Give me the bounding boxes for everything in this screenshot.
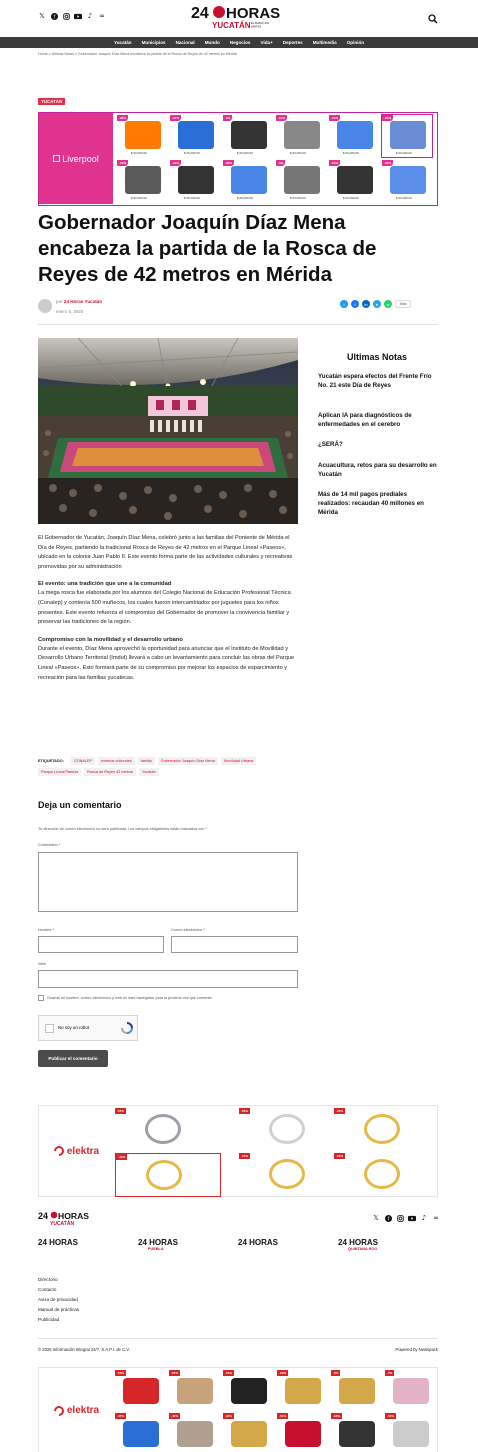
copyright: © 2025 Información Integral 24/7, S.A.P.I. de C.V. <box>38 1347 130 1352</box>
discount-tag: -20% <box>119 116 127 120</box>
product-price: $ 00,000.00 <box>396 151 412 155</box>
social-links <box>38 12 106 20</box>
network-site-sub: QUINTANA ROO <box>348 1247 378 1251</box>
footer-social-links <box>372 1214 440 1222</box>
sidebar-news-link[interactable]: Aplican IA para diagnósticos de enfermedades en el cerebro <box>318 412 412 428</box>
facebook-share-icon[interactable]: f <box>351 300 359 308</box>
author-avatar <box>38 299 52 313</box>
svg-text:HORAS: HORAS <box>226 5 281 22</box>
web-field[interactable] <box>38 970 298 988</box>
paragraph: La mega rosca fue elaborada por los alumnos del Colegio Nacional de Educación Profesional Técnica (Conalep) y contenía 500 muñecos, los cuales fueron intercambiados por juguetes para los niños presentes. Este evento refuerza el compromiso del Gobernador de promover la convivencia familiar y preservar las tradiciones de la región. <box>38 590 291 626</box>
network-site-name: 24 HORAS <box>238 1238 279 1247</box>
product-image <box>339 1378 375 1404</box>
store-icon <box>53 155 60 162</box>
product-image <box>146 1160 182 1190</box>
ad-product-tile[interactable] <box>117 115 167 157</box>
discount-tag: -10% <box>278 116 286 120</box>
svg-text:EL DIARIO SIN: EL DIARIO SIN <box>251 22 269 25</box>
share-buttons <box>340 300 411 308</box>
product-image <box>285 1421 321 1447</box>
discount-tag: -20% <box>225 161 233 165</box>
product-image <box>390 121 426 149</box>
ad-product-tile[interactable] <box>334 1153 396 1197</box>
product-image <box>123 1378 159 1404</box>
svg-text:HORAS: HORAS <box>58 1211 90 1221</box>
network-site-name: 24 HORAS <box>138 1238 179 1247</box>
footer-link[interactable]: Publicidad <box>38 1317 60 1322</box>
product-image <box>178 166 214 194</box>
elektra-logo <box>39 1106 114 1196</box>
ad-product-tile[interactable] <box>115 1153 221 1197</box>
nav-item[interactable]: Mundo <box>204 40 220 45</box>
product-image <box>125 121 161 149</box>
nav-item[interactable]: Nacional <box>175 40 195 45</box>
discount-tag: -15% <box>225 1371 233 1375</box>
svg-text:f: f <box>387 1216 389 1222</box>
discount-tag: -47% <box>117 1414 125 1418</box>
x-icon[interactable]: 𝕏 <box>373 1214 379 1222</box>
ad-product-tile[interactable] <box>169 1413 221 1452</box>
recaptcha-checkbox[interactable] <box>45 1024 54 1033</box>
ad-product-tile[interactable] <box>223 115 273 157</box>
nav-item[interactable]: Vida+ <box>260 40 273 45</box>
category-badge[interactable]: YUCATÁN <box>38 98 65 105</box>
ad-product-tile[interactable] <box>223 1370 275 1410</box>
product-image <box>284 166 320 194</box>
product-image <box>145 1114 181 1144</box>
link-icon[interactable]: ∞ <box>99 12 105 20</box>
save-info-checkbox[interactable] <box>38 995 44 1001</box>
author-link[interactable]: 24 Horas Yucatán <box>63 299 103 304</box>
instagram-icon[interactable] <box>62 12 70 20</box>
product-image <box>231 1378 267 1404</box>
x-icon[interactable]: 𝕏 <box>39 12 45 20</box>
ad-product-tile[interactable] <box>117 160 167 202</box>
comment-label: Comentario * <box>38 843 61 847</box>
discount-tag: -10% <box>384 116 392 120</box>
ad-brand: Liverpool <box>62 153 99 164</box>
network-site-logo[interactable] <box>38 1238 98 1254</box>
save-info-label: Guarda mi nombre, correo electrónico y web en este navegador para la próxima vez que comente. <box>47 996 213 1000</box>
product-image <box>364 1159 400 1189</box>
ad-product-tile[interactable] <box>169 1370 221 1410</box>
ad-product-tile[interactable] <box>331 1370 383 1410</box>
footer-link[interactable]: Aviso de privacidad <box>38 1297 78 1302</box>
ad-product-tile[interactable] <box>170 115 220 157</box>
liverpool-ad-banner[interactable] <box>38 112 438 206</box>
ad-product-tile[interactable] <box>115 1108 177 1152</box>
discount-tag: -50% <box>387 1414 395 1418</box>
discount-tag: -10% <box>384 161 392 165</box>
ad-brand: elektra <box>66 1405 100 1416</box>
discount-tag: -5% <box>225 116 231 120</box>
logo-sub: YUCATÁN <box>212 21 251 30</box>
discount-tag: -10% <box>225 1414 233 1418</box>
product-price: $ 00,000.00 <box>131 196 147 200</box>
discount-tag: -53% <box>241 1109 249 1113</box>
sidebar-news-link[interactable]: Yucatán espera efectos del Frente Frío No. 21 este Día de Reyes <box>318 373 432 389</box>
nav-item[interactable]: Opinión <box>346 40 365 45</box>
product-image <box>337 121 373 149</box>
elektra-mark-icon <box>54 1146 64 1156</box>
discount-tag: -15% <box>119 161 127 165</box>
linkedin-share-icon[interactable]: in <box>362 300 370 308</box>
discount-tag: -15% <box>241 1154 249 1158</box>
discount-tag: -6% <box>278 161 284 165</box>
product-image <box>177 1421 213 1447</box>
discount-tag: -54% <box>279 1414 287 1418</box>
discount-tag: -10% <box>172 161 180 165</box>
network-site-name: 24 HORAS <box>338 1238 379 1247</box>
divider <box>38 1338 438 1339</box>
nav-item[interactable]: Yucatán <box>113 40 132 45</box>
ad-product-tile[interactable] <box>385 1370 437 1410</box>
product-image <box>123 1421 159 1447</box>
comment-textarea[interactable] <box>38 852 298 912</box>
name-field[interactable] <box>38 936 164 953</box>
discount-tag: -18% <box>333 1414 341 1418</box>
breadcrumb[interactable]: Home » Últimas Notas » Gobernador Joaquín Díaz Mena encabeza la partida de la Rosca de Reyes de 42 metros en Mérida <box>38 52 237 56</box>
network-site-logo[interactable] <box>338 1238 398 1254</box>
ad-product-tile[interactable] <box>239 1153 301 1197</box>
twitter-share-icon[interactable]: t <box>340 300 348 308</box>
youtube-icon[interactable] <box>74 12 82 20</box>
web-label: Web <box>38 962 46 966</box>
tag-link[interactable]: familia <box>138 757 155 765</box>
product-price: $ 00,000.00 <box>184 151 200 155</box>
submit-comment-button[interactable]: Publicar el comentario <box>38 1050 108 1067</box>
nav-item[interactable]: Multimedia <box>312 40 337 45</box>
product-price: $ 00,000.00 <box>396 196 412 200</box>
product-image <box>339 1421 375 1447</box>
site-header <box>0 0 478 37</box>
youtube-icon[interactable] <box>408 1214 416 1222</box>
recaptcha-widget <box>38 1015 138 1041</box>
network-site-logo[interactable] <box>138 1238 198 1254</box>
paragraph: El Gobernador de Yucatán, Joaquín Díaz Mena, celebró junto a las familias del Poniente de Mérida el Día de Reyes, partiendo la tradicional Rosca de Reyes de 42 metros en el Parque Lineal «Paseos», ubicado en la colonia Juan Pablo II. Este evento forma parte de las actividades culturales y recreativas promovidas por su administración <box>38 535 293 570</box>
tag-link[interactable]: Yucatán <box>139 768 159 776</box>
recaptcha-icon <box>121 1021 133 1033</box>
comment-heading: Deja un comentario <box>38 800 122 810</box>
recaptcha-label: No soy un robot <box>58 1025 89 1030</box>
nav-item[interactable]: Deportes <box>282 40 303 45</box>
site-logo[interactable] <box>190 3 286 31</box>
tags-label: ETIQUETADO: <box>38 759 64 763</box>
discount-tag: -15% <box>331 161 339 165</box>
divider <box>38 324 438 325</box>
discount-tag: -15% <box>117 1371 125 1375</box>
discount-tag: -15% <box>331 116 339 120</box>
svg-text:24: 24 <box>38 1211 49 1221</box>
facebook-icon[interactable] <box>50 12 58 20</box>
publish-date: enero 5, 2025 <box>56 309 84 314</box>
ad-product-tile[interactable] <box>223 160 273 202</box>
footer-logo[interactable] <box>38 1210 94 1228</box>
product-image <box>269 1114 305 1144</box>
tag-link[interactable]: Rosca de Reyes 42 metros <box>84 768 136 776</box>
ad-product-tile[interactable] <box>334 1108 396 1152</box>
footer-link[interactable]: Directorio <box>38 1277 58 1282</box>
product-price: $ 00,000.00 <box>343 151 359 155</box>
svg-text:24: 24 <box>191 5 209 22</box>
telegram-share-icon[interactable]: ➤ <box>373 300 381 308</box>
footer-links <box>38 1275 79 1325</box>
product-image <box>178 121 214 149</box>
ad-product-tile[interactable] <box>382 160 432 202</box>
product-price: $ 00,000.00 <box>184 196 200 200</box>
ad-product-tile[interactable] <box>329 115 379 157</box>
article-photo <box>38 338 298 524</box>
discount-tag: -12% <box>172 116 180 120</box>
ad-product-tile[interactable] <box>115 1370 167 1410</box>
product-image <box>125 166 161 194</box>
discount-tag: -15% <box>336 1109 344 1113</box>
product-price: $ 00,000.00 <box>131 151 147 155</box>
footer-link[interactable]: Manual de prácticas <box>38 1307 80 1312</box>
name-label: Nombre * <box>38 928 55 932</box>
search-icon[interactable] <box>428 11 438 21</box>
discount-tag: -67% <box>171 1371 179 1375</box>
product-price: $ 00,000.00 <box>290 196 306 200</box>
subheading: El evento: una tradición que une a la comunidad <box>38 581 172 588</box>
sidebar-news-link[interactable]: ¿SERÁ? <box>318 441 343 448</box>
product-image <box>231 1421 267 1447</box>
discount-tag: -15% <box>336 1154 344 1158</box>
elektra-logo <box>39 1368 114 1452</box>
network-site-logo[interactable] <box>238 1238 298 1254</box>
elektra-ad-banner-bottom[interactable] <box>38 1367 438 1452</box>
product-image <box>393 1378 429 1404</box>
article-title: Gobernador Joaquín Díaz Mena encabeza la partida de la Rosca de Reyes de 42 metros en Mérida <box>38 211 377 286</box>
svg-text:f: f <box>53 14 55 20</box>
tag-link[interactable]: CONALEP <box>71 757 95 765</box>
byline <box>56 299 102 304</box>
product-price: $ 00,000.00 <box>237 196 253 200</box>
ad-product-tile[interactable] <box>223 1413 275 1452</box>
product-image <box>393 1421 429 1447</box>
discount-tag: -5% <box>333 1371 339 1375</box>
product-image <box>364 1114 400 1144</box>
nav-item[interactable]: Negocios <box>229 40 251 45</box>
email-field[interactable] <box>171 936 298 953</box>
footer-link[interactable]: Contacto <box>38 1287 57 1292</box>
whatsapp-share-icon[interactable]: w <box>384 300 392 308</box>
product-image <box>269 1159 305 1189</box>
discount-tag: -7% <box>387 1371 393 1375</box>
tag-list <box>38 757 298 776</box>
main-nav <box>0 37 478 48</box>
tag-link[interactable]: Movilidad Urbana <box>221 757 257 765</box>
ad-product-tile[interactable] <box>276 160 326 202</box>
tag-link[interactable]: Gobernador Joaquín Díaz Mena <box>158 757 218 765</box>
ad-product-tile[interactable] <box>329 160 379 202</box>
facebook-icon[interactable] <box>384 1214 392 1222</box>
article-body <box>38 534 298 691</box>
byline-prefix: por <box>56 299 63 304</box>
nav-item[interactable]: Municipios <box>141 40 166 45</box>
footer-logo-sub: YUCATÁN <box>50 1221 75 1226</box>
ad-product-tile[interactable] <box>382 115 432 157</box>
paragraph: Durante el evento, Díaz Mena aprovechó la oportunidad para anunciar que el Instituto de Movilidad y Desarrollo Urbano Territorial (Imdut) llevará a cabo un levantamiento para concluir las obras del Parque Lineal «Paseos». Esto formará parte de su compromiso por mejorar los espacios de esparcimiento y recreación para las familias yucatecas. <box>38 645 295 681</box>
product-image <box>284 121 320 149</box>
ad-product-tile[interactable] <box>277 1370 329 1410</box>
product-image <box>337 166 373 194</box>
sidebar-news-link[interactable]: Más de 14 mil pagos prediales realizados: recaudan 40 millones en Mérida <box>318 491 424 516</box>
sidebar-heading: Ultimas Notas <box>346 352 408 362</box>
ad-product-tile[interactable] <box>170 160 220 202</box>
elektra-mark-icon <box>54 1406 64 1416</box>
network-site-sub: PUEBLA <box>148 1247 164 1251</box>
ad-product-tile[interactable] <box>385 1413 437 1452</box>
ad-product-tile[interactable] <box>276 115 326 157</box>
product-image <box>231 121 267 149</box>
tiktok-icon[interactable]: ♪ <box>421 1214 427 1222</box>
product-image <box>390 166 426 194</box>
network-site-name: 24 HORAS <box>38 1238 79 1247</box>
product-image <box>231 166 267 194</box>
comment-notice: Tu dirección de correo electrónico no será publicada. Los campos obligatorios están marcados con * <box>38 827 207 831</box>
discount-tag: -40% <box>118 1155 126 1159</box>
svg-text:LÍMITES: LÍMITES <box>251 25 262 29</box>
product-image <box>285 1378 321 1404</box>
subheading: Compromiso con la movilidad y el desarrollo urbano <box>38 636 183 643</box>
ad-product-tile[interactable] <box>239 1108 301 1152</box>
tiktok-icon[interactable]: ♪ <box>87 12 93 20</box>
link-icon[interactable]: ∞ <box>433 1214 439 1222</box>
product-price: $ 00,000.00 <box>237 151 253 155</box>
sidebar-news-link[interactable]: Acuacultura, retos para su desarrollo en Yucatán <box>318 462 437 478</box>
liverpool-logo <box>39 113 113 204</box>
share-more-button[interactable]: Más <box>395 300 411 308</box>
powered-by-link[interactable]: Powered by Newspack <box>395 1347 438 1352</box>
ad-product-tile[interactable] <box>331 1413 383 1452</box>
instagram-icon[interactable] <box>396 1214 404 1222</box>
product-image <box>177 1378 213 1404</box>
ad-product-tile[interactable] <box>115 1413 167 1452</box>
product-price: $ 00,000.00 <box>290 151 306 155</box>
discount-tag: -29% <box>279 1371 287 1375</box>
discount-tag: -40% <box>171 1414 179 1418</box>
ad-product-tile[interactable] <box>277 1413 329 1452</box>
ad-brand: elektra <box>66 1145 100 1157</box>
email-label: Correo electrónico * <box>171 928 205 932</box>
product-price: $ 00,000.00 <box>343 196 359 200</box>
tag-link[interactable]: Parque Lineal Paseos <box>38 768 81 776</box>
discount-tag: -15% <box>117 1109 125 1113</box>
elektra-ad-banner[interactable] <box>38 1105 438 1197</box>
tag-link[interactable]: eventos culturales <box>98 757 135 765</box>
